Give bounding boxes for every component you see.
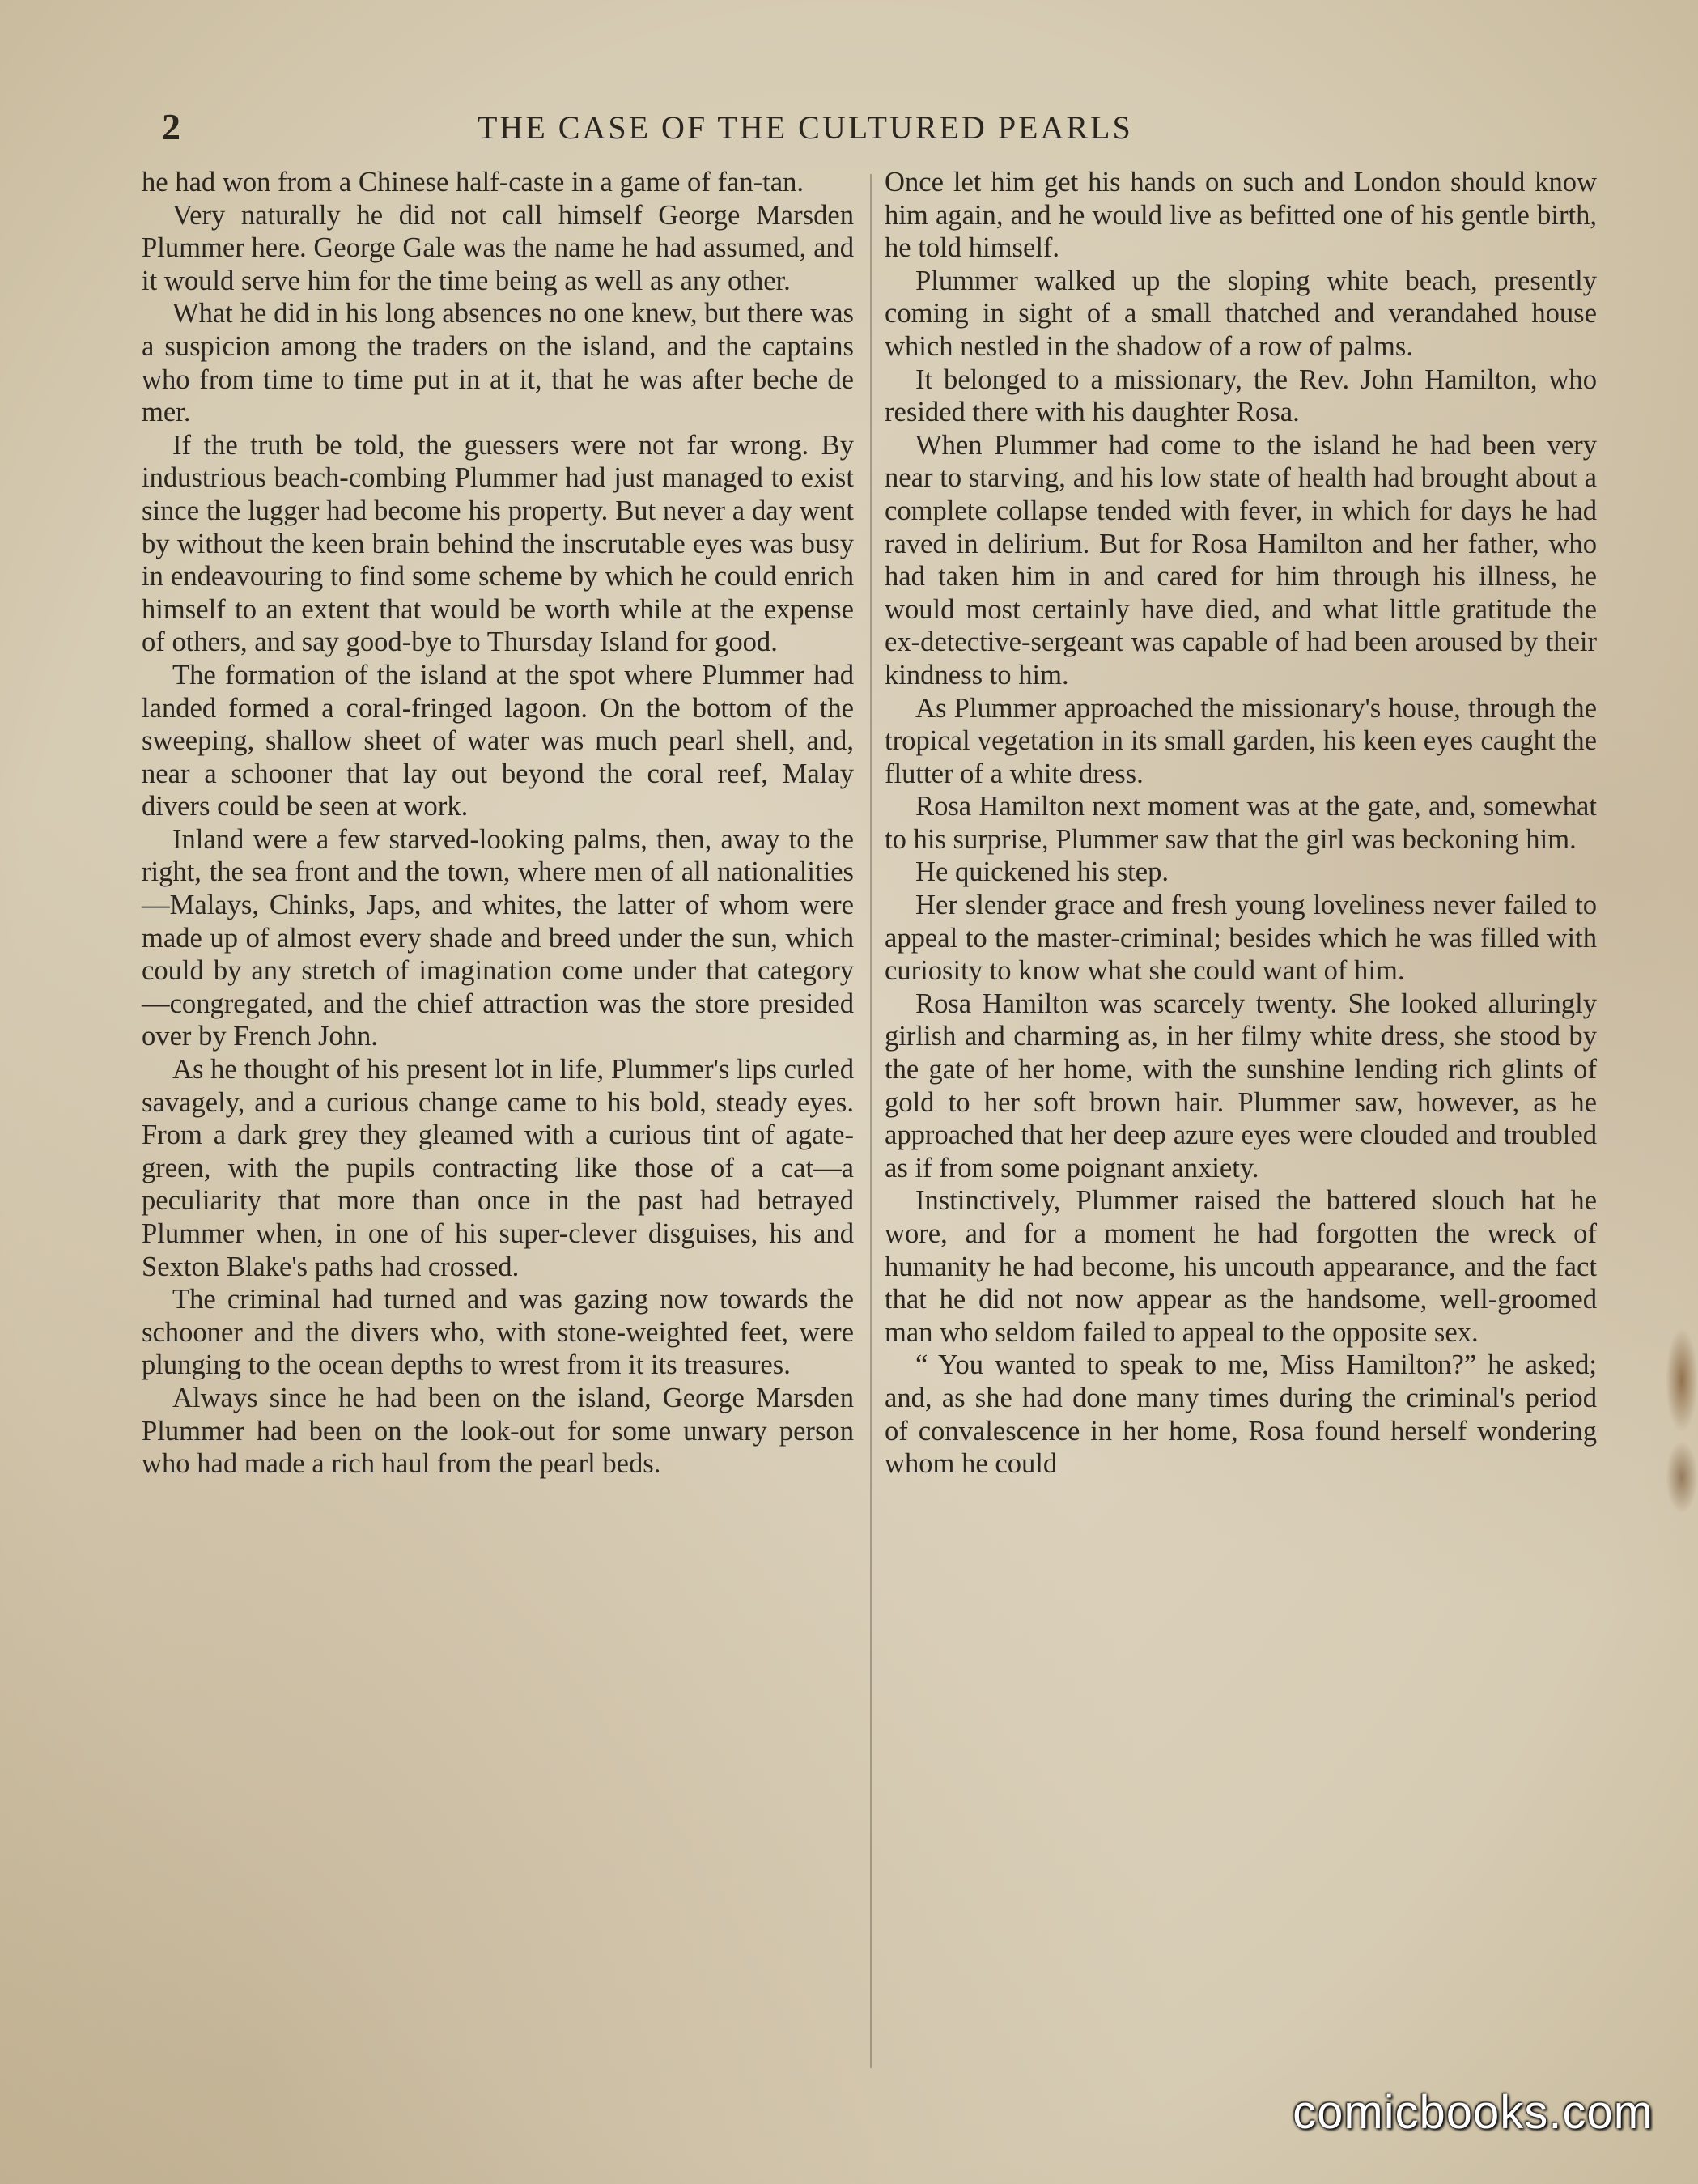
paragraph: Rosa Hamilton next moment was at the gate, and, somewhat to his surprise, Plummer saw that the girl was beckoning him. — [885, 791, 1597, 855]
paragraph: Rosa Hamilton was scarcely twenty. She looked alluringly girlish and charming as, in her filmy white dress, she stood by the gate of her home, with the sunshine lending rich glints of gold to her soft brown hair. Plummer saw, however, as he approached that her deep azure eyes were clouded and troubled as if from some poignant anxiety. — [885, 988, 1597, 1183]
paragraph: “ You wanted to speak to me, Miss Hamilton?” he asked; and, as she had done many times during the criminal's period of convalescence in her home, Rosa found herself wondering whom he could — [885, 1349, 1597, 1480]
column-divider — [870, 174, 872, 2068]
paragraph: Her slender grace and fresh young loveliness never failed to appeal to the master-criminal; besides which he was filled with curiosity to know what she could want of him. — [885, 890, 1597, 987]
paragraph: As he thought of his present lot in life, Plummer's lips curled savagely, and a curious change came to his bold, steady eyes. From a dark grey they gleamed with a curious tint of agate-green, with the pupils contracting like those of a cat—a peculiarity that more than once in the past had betrayed Plummer when, in one of his super-clever disguises, his and Sexton Blake's paths had crossed. — [142, 1054, 854, 1282]
paragraph: When Plummer had come to the island he had been very near to starving, and his low state of health had brought about a complete collapse tended with fever, in which for days he had raved in delirium. But for Rosa Hamilton and her father, who had taken him in and cared for him through his illness, he would most certainly have died, and what little gratitude the ex-detective-sergeant was capable of had been aroused by their kindness to him. — [885, 429, 1597, 690]
paragraph: If the truth be told, the guessers were not far wrong. By industrious beach-combing Plummer had just managed to exist since the lugger had become his property. But never a day went by without the keen brain behind the inscrutable eyes was busy in endeavouring to find some scheme by which he could enrich himself to an extent that would be worth while at the expense of others, and say good-bye to Thursday Island for good. — [142, 429, 854, 658]
paragraph: It belonged to a missionary, the Rev. John Hamilton, who resided there with his daughter Rosa. — [885, 363, 1597, 428]
paragraph: Once let him get his hands on such and London should know him again, and he would live as befitted one of his gentle birth, he told himself. — [885, 167, 1597, 264]
paragraph: The criminal had turned and was gazing now towards the schooner and the divers who, with stone-weighted feet, were plunging to the ocean depths to wrest from it its treasures. — [142, 1284, 854, 1381]
page-number: 2 — [162, 106, 180, 147]
right-column — [885, 166, 1597, 1481]
paragraph: Always since he had been on the island, George Marsden Plummer had been on the look-out for some unwary person who had made a rich haul from the pearl beds. — [142, 1382, 854, 1480]
running-title: THE CASE OF THE CULTURED PEARLS — [478, 109, 1133, 146]
left-column — [142, 166, 854, 1481]
paragraph: He quickened his step. — [915, 856, 1169, 888]
paragraph: Plummer walked up the sloping white beach, presently coming in sight of a small thatched and verandahed house which nestled in the shadow of a row of palms. — [885, 265, 1597, 362]
paragraph: Inland were a few starved-looking palms, then, away to the right, the sea front and the town, where men of all nationalities—Malays, Chinks, Japs, and whites, the latter of whom were made up of almost every shade and breed under the sun, which could by any stretch of imagination come under that category—congregated, and the chief attraction was the store presided over by French John. — [142, 823, 854, 1052]
paragraph: Instinctively, Plummer raised the battered slouch hat he wore, and for a moment he had forgotten the wreck of humanity he had become, his uncouth appearance, and the fact that he did not now appear as the handsome, well-groomed man who seldom failed to appeal to the opposite sex. — [885, 1185, 1597, 1348]
paper-stain — [1666, 1328, 1698, 1433]
paragraph: What he did in his long absences no one knew, but there was a suspicion among the traders on the island, and the captains who from time to time put in at it, that he was after beche de mer. — [142, 298, 854, 428]
site-watermark: comicbooks.com — [1293, 2086, 1653, 2139]
paragraph: The formation of the island at the spot where Plummer had landed formed a coral-fringed lagoon. On the bottom of the sweeping, shallow sheet of water was much pearl shell, and, near a schooner that lay out beyond the coral reef, Malay divers could be seen at work. — [142, 659, 854, 822]
paper-stain — [1666, 1441, 1698, 1514]
paragraph: As Plummer approached the missionary's house, through the tropical vegetation in its small garden, his keen eyes caught the flutter of a white dress. — [885, 692, 1597, 789]
paragraph: he had won from a Chinese half-caste in a game of fan-tan. — [142, 167, 804, 198]
page-header — [162, 105, 1287, 154]
paragraph: Very naturally he did not call himself George Marsden Plummer here. George Gale was the name he had assumed, and it would serve him for the time being as well as any other. — [142, 199, 854, 296]
